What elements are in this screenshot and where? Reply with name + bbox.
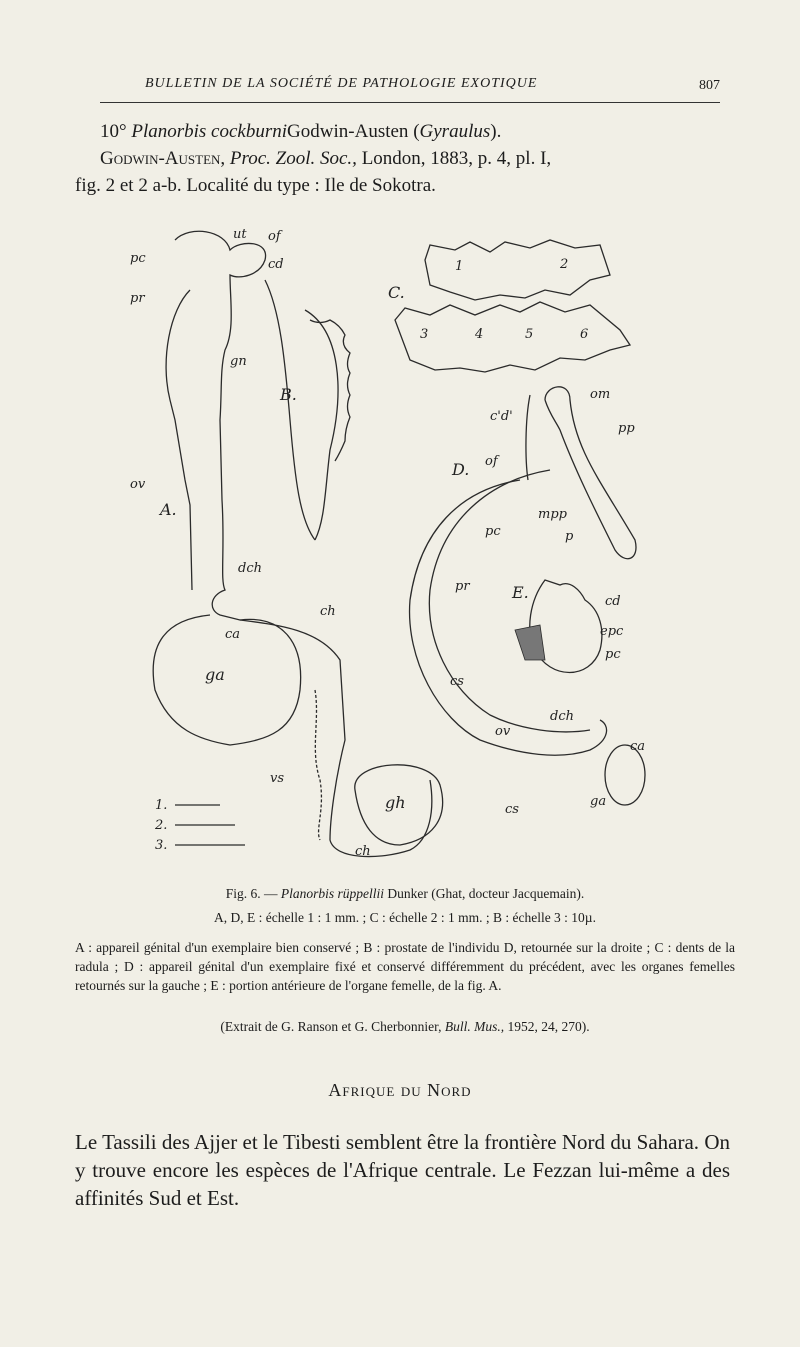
entry-number: 10° <box>100 121 127 142</box>
running-header <box>100 72 720 103</box>
fig-d-egg-mass <box>605 745 645 805</box>
fig-e-hatch <box>515 625 545 660</box>
fig-b-prostate <box>265 280 338 540</box>
label-pr-a: pr <box>130 291 145 306</box>
label-ga-a: ga <box>205 665 225 684</box>
body-paragraph: Le Tassili des Ajjer et le Tibesti semblent être la frontière Nord du Sahara. On y trouve encore les espèces de l'Afrique centrale. Le Fezzan lui-même a des affinités Sud et Est. <box>75 1130 730 1210</box>
label-tooth-1: 1 <box>455 259 464 274</box>
reference-rest: London, 1883, p. 4, pl. I, <box>361 148 552 169</box>
fig-a-duct <box>240 620 432 857</box>
label-E: E. <box>512 583 529 602</box>
label-ga-d: ga <box>590 794 607 809</box>
label-scale-1: 1. <box>155 798 168 813</box>
fig-d-penis <box>545 387 636 559</box>
label-cd-a: cd <box>268 257 284 272</box>
label-B: B. <box>280 385 297 404</box>
entry-species: Planorbis cockburni <box>131 121 288 142</box>
anatomical-figure <box>130 220 650 875</box>
label-pc-a: pc <box>130 251 146 266</box>
label-C: C. <box>388 283 405 302</box>
label-cd-e: cd <box>605 594 621 609</box>
entry-author: Godwin-Austen <box>287 121 409 142</box>
fig-a-vs <box>315 690 321 840</box>
label-epc: epc <box>600 624 624 639</box>
reference-journal: Proc. Zool. Soc., <box>229 148 357 169</box>
caption-extract <box>75 1017 735 1036</box>
label-ut: ut <box>233 227 247 242</box>
caption-line-1 <box>75 884 735 903</box>
label-tooth-4: 4 <box>475 327 484 342</box>
label-p: p <box>565 529 574 544</box>
label-pc-d: pc <box>485 524 501 539</box>
label-mpp: mpp <box>538 507 567 522</box>
label-cs-d: cs <box>450 674 464 689</box>
label-ch-b: ch <box>355 844 371 859</box>
extract-journal: Bull. Mus., <box>444 1019 505 1034</box>
fig-d-body <box>410 480 607 755</box>
fig-a-outline <box>153 231 300 745</box>
fig-c-teeth-row2 <box>395 302 630 372</box>
label-tooth-6: 6 <box>580 327 589 342</box>
caption-description: A : appareil génital d'un exemplaire bien conservé ; B : prostate de l'individu D, retournée sur la droite ; C : dents de la radula ; D : appareil génital d'un exemplaire fixé et conservé différemment du précédent, avec les organes femelles retournés sur la gauche ; E : portion antérieure de l'organe femelle, de la fig. A. <box>75 940 735 993</box>
section-title: Afrique du Nord <box>328 1080 472 1100</box>
label-ca-d: ca <box>630 739 646 754</box>
label-tooth-3: 3 <box>420 327 429 342</box>
label-cs-d2: cs <box>505 802 519 817</box>
label-A: A. <box>160 500 177 519</box>
fig-c-teeth-row1 <box>425 240 610 300</box>
label-ca-a: ca <box>225 627 241 642</box>
entry-reference <box>100 145 725 172</box>
fig-d-sheath <box>526 395 530 480</box>
extract-rest: 1952, 24, 270). <box>507 1019 590 1034</box>
caption-species: Planorbis rüppellii <box>280 886 385 901</box>
label-dch-d: dch <box>550 709 574 724</box>
label-vs: vs <box>270 771 285 786</box>
label-dch-a: dch <box>238 561 262 576</box>
label-tooth-5: 5 <box>525 327 534 342</box>
entry-subgenus: Gyraulus <box>419 121 491 142</box>
label-pp: pp <box>618 421 635 436</box>
label-scale-2: 2. <box>155 818 168 833</box>
entry-reference-line2: fig. 2 et 2 a-b. Localité du type : Ile de Sokotra. <box>75 175 436 196</box>
caption-fig-number: Fig. 6. — <box>225 886 278 901</box>
label-pc-e: pc <box>605 647 621 662</box>
label-scale-3: 3. <box>155 838 168 853</box>
extract-prefix: (Extrait de G. Ranson et G. Cherbonnier, <box>220 1019 442 1034</box>
fig-a-inner <box>166 290 192 590</box>
label-of-a: of <box>268 229 281 244</box>
page-number: 807 <box>699 78 720 93</box>
entry-heading: 10° Planorbis cockburniGodwin-Austen (Gyraulus). <box>100 121 502 142</box>
label-ov-a: ov <box>130 477 146 492</box>
reference-author: Godwin-Austen, <box>100 148 226 169</box>
label-cd-prime: c'd' <box>490 409 513 424</box>
journal-title: BULLETIN DE LA SOCIÉTÉ DE PATHOLOGIE EXOTIQUE <box>145 76 538 91</box>
label-ch-a: ch <box>320 604 336 619</box>
caption-line-2: A, D, E : échelle 1 : 1 mm. ; C : échelle 2 : 1 mm. ; B : échelle 3 : 10µ. <box>214 910 596 925</box>
label-ov-d: ov <box>495 724 511 739</box>
label-pr-d: pr <box>455 579 470 594</box>
caption-source: Dunker (Ghat, docteur Jacquemain). <box>387 886 585 901</box>
label-of-d: of <box>485 454 498 469</box>
label-om: om <box>590 387 611 402</box>
label-gn: gn <box>230 354 247 369</box>
label-gh: gh <box>385 793 406 812</box>
label-tooth-2: 2 <box>560 257 569 272</box>
label-D: D. <box>452 460 470 479</box>
